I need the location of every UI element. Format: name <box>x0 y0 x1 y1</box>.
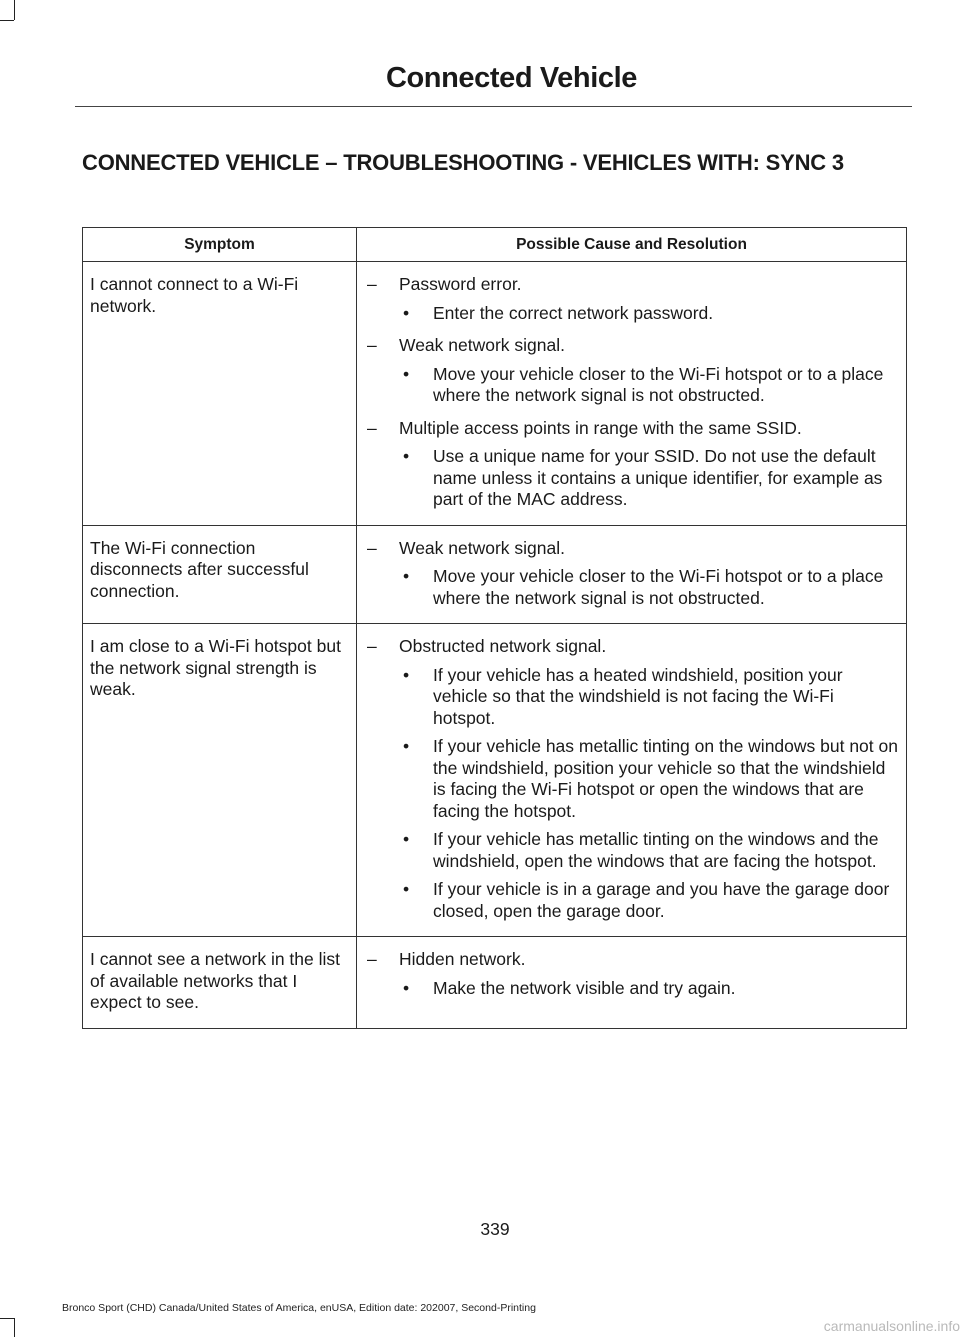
watermark: carmanualsonline.info <box>823 1318 960 1334</box>
cause-text: Obstructed network signal. <box>399 636 607 656</box>
cause-text: Weak network signal. <box>399 537 566 558</box>
symptom-cell: The Wi-Fi connection disconnects after successful connection. <box>83 525 357 624</box>
bullet-text: Use a unique name for your SSID. Do not use the default name unless it contains a unique identifier, for example as part of the MAC address. <box>433 446 883 509</box>
cause-item <box>367 274 900 296</box>
bullet-text: If your vehicle is in a garage and you have the garage door closed, open the garage door. <box>433 879 890 921</box>
page-header <box>75 58 912 107</box>
table-header-row <box>83 228 907 262</box>
dash-marker: – <box>367 335 377 355</box>
bullet-text: If your vehicle has metallic tinting on the windows but not on the windshield, position your vehicle so that the windshield is facing the Wi-Fi hotspot or open the windows that are facing the hotspot. <box>433 736 898 821</box>
cause-item <box>367 949 900 971</box>
dash-marker: – <box>367 949 377 969</box>
crop-mark <box>14 1318 15 1337</box>
resolution-bullet <box>400 665 900 730</box>
bullet-marker: • <box>403 566 410 586</box>
page-number: 339 <box>480 1219 510 1239</box>
bullet-text: Make the network visible and try again. <box>433 977 736 998</box>
resolution-cell <box>357 624 907 937</box>
table-body <box>83 262 907 1029</box>
cause-item <box>367 538 900 560</box>
symptom-cell: I am close to a Wi-Fi hotspot but the network signal strength is weak. <box>83 624 357 937</box>
column-header-symptom: Symptom <box>83 228 357 262</box>
crop-mark <box>0 20 14 21</box>
bullet-text: Move your vehicle closer to the Wi-Fi hotspot or to a place where the network signal is not obstructed. <box>433 363 884 405</box>
bullet-marker: • <box>403 736 410 756</box>
dash-marker: – <box>367 537 377 558</box>
bullet-text: If your vehicle has a heated windshield, position your vehicle so that the windshield is not facing the Wi-Fi hotspot. <box>433 664 843 728</box>
table-row <box>83 525 907 624</box>
bullet-text: Move your vehicle closer to the Wi-Fi hotspot or to a place where the network signal is not obstructed. <box>433 566 884 608</box>
resolution-cell <box>357 262 907 526</box>
cause-text: Multiple access points in range with the same SSID. <box>399 417 802 438</box>
resolution-cell <box>357 937 907 1029</box>
table-row <box>83 262 907 526</box>
symptom-cell: I cannot connect to a Wi-Fi network. <box>83 262 357 526</box>
resolution-bullet <box>400 978 900 1000</box>
crop-mark <box>14 0 15 20</box>
resolution-bullet <box>400 879 900 922</box>
dash-marker: – <box>367 274 377 294</box>
resolution-bullet <box>400 446 900 511</box>
column-header-resolution: Possible Cause and Resolution <box>357 228 907 262</box>
bullet-marker: • <box>403 664 410 685</box>
crop-mark <box>0 1318 14 1319</box>
bullet-marker: • <box>403 879 410 899</box>
cause-text: Hidden network. <box>399 949 526 969</box>
table-row <box>83 937 907 1029</box>
cause-item <box>367 335 900 357</box>
bullet-marker: • <box>403 302 410 323</box>
bullet-marker: • <box>403 977 410 998</box>
symptom-cell: I cannot see a network in the list of available networks that I expect to see. <box>83 937 357 1029</box>
resolution-bullet <box>400 303 900 325</box>
resolution-cell <box>357 525 907 624</box>
dash-marker: – <box>367 417 377 438</box>
resolution-bullet <box>400 736 900 822</box>
bullet-text: If your vehicle has metallic tinting on the windows and the windshield, open the windows that are facing the hotspot. <box>433 829 879 871</box>
resolution-bullet <box>400 364 900 407</box>
bullet-marker: • <box>403 829 410 849</box>
cause-text: Weak network signal. <box>399 335 566 355</box>
cause-item <box>367 418 900 440</box>
chapter-title: Connected Vehicle <box>385 62 637 94</box>
dash-marker: – <box>367 636 377 656</box>
bullet-marker: • <box>403 446 410 466</box>
resolution-bullet <box>400 829 900 872</box>
cause-item <box>367 636 900 658</box>
cause-text: Password error. <box>399 274 522 294</box>
troubleshooting-table <box>82 227 907 1029</box>
section-title: CONNECTED VEHICLE – TROUBLESHOOTING - VEHICLES WITH: SYNC 3 <box>82 150 844 175</box>
bullet-marker: • <box>403 363 410 384</box>
table-row <box>83 624 907 937</box>
footer-edition: Bronco Sport (CHD) Canada/United States of America, enUSA, Edition date: 202007, Second-Printing <box>62 1302 536 1314</box>
bullet-text: Enter the correct network password. <box>433 302 714 323</box>
resolution-bullet <box>400 566 900 609</box>
